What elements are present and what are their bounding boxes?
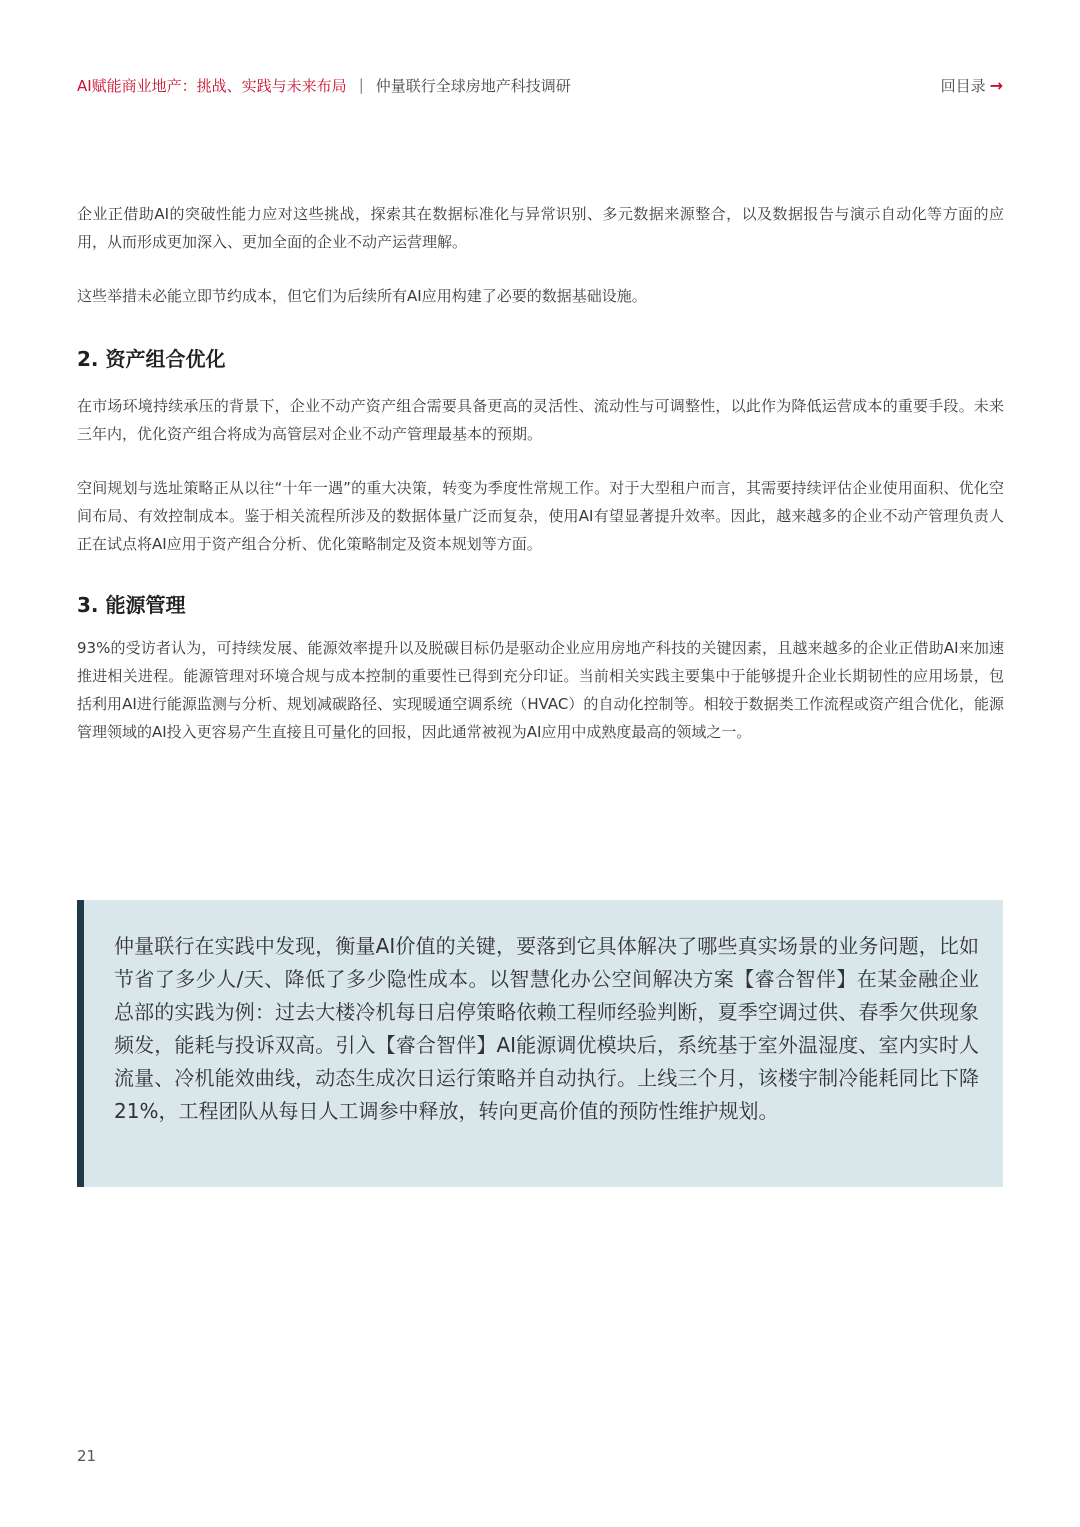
section-paragraph: 在市场环境持续承压的背景下，企业不动产资产组合需要具备更高的灵活性、流动性与可调整性，以此作为降低运营成本的重要手段。未来三年内，优化资产组合将成为高管层对企业不动产管理最基本的预期。 (77, 397, 1004, 443)
intro-paragraph: 这些举措未必能立即节约成本，但它们为后续所有AI应用构建了必要的数据基础设施。 (77, 287, 647, 305)
case-study-callout (77, 900, 1003, 1187)
report-title: AI赋能商业地产：挑战、实践与未来布局 (77, 76, 347, 95)
back-to-contents-link[interactable] (941, 75, 1003, 96)
page-header (77, 72, 1003, 98)
intro-paragraph: 企业正借助AI的突破性能力应对这些挑战，探索其在数据标准化与异常识别、多元数据来源整合，以及数据报告与演示自动化等方面的应用，从而形成更加深入、更加全面的企业不动产运营理解。 (77, 205, 1004, 251)
section-heading-energy: 3. 能源管理 (77, 593, 186, 617)
header-separator: | (358, 76, 364, 94)
section-paragraph: 空间规划与选址策略正从以往“十年一遇”的重大决策，转变为季度性常规工作。对于大型租户而言，其需要持续评估企业使用面积、优化空间布局、有效控制成本。鉴于相关流程所涉及的数据体量广泛而复杂，使用AI有望显著提升效率。因此，越来越多的企业不动产管理负责人正在试点将AI应用于资产组合分析、优化策略制定及资本规划等方面。 (77, 479, 1004, 553)
section-paragraph: 93%的受访者认为，可持续发展、能源效率提升以及脱碳目标仍是驱动企业应用房地产科技的关键因素，且越来越多的企业正借助AI来加速推进相关进程。能源管理对环境合规与成本控制的重要性已得到充分印证。当前相关实践主要集中于能够提升企业长期韧性的应用场景，包括利用AI进行能源监测与分析、规划减碳路径、实现暖通空调系统（HVAC）的自动化控制等。相较于数据类工作流程或资产组合优化，能源管理领域的AI投入更容易产生直接且可量化的回报，因此通常被视为AI应用中成熟度最高的领域之一。 (77, 639, 1004, 741)
callout-text: 仲量联行在实践中发现，衡量AI价值的关键，要落到它具体解决了哪些真实场景的业务问题，比如节省了多少人/天、降低了多少隐性成本。以智慧化办公空间解决方案【睿合智伴】在某金融企业总部的实践为例：过去大楼冷机每日启停策略依赖工程师经验判断，夏季空调过供、春季欠供现象频发，能耗与投诉双高。引入【睿合智伴】AI能源调优模块后，系统基于室外温湿度、室内实时人流量、冷机能效曲线，动态生成次日运行策略并自动执行。上线三个月，该楼宇制冷能耗同比下降21%，工程团队从每日人工调参中释放，转向更高价值的预防性维护规划。 (114, 934, 979, 1123)
main-content (77, 200, 1004, 746)
page-number: 21 (77, 1447, 97, 1465)
series-title: 仲量联行全球房地产科技调研 (375, 76, 571, 95)
arrow-right-icon: → (989, 75, 1003, 95)
section-heading-portfolio: 2. 资产组合优化 (77, 347, 226, 371)
back-to-contents-label: 回目录 (940, 76, 986, 95)
